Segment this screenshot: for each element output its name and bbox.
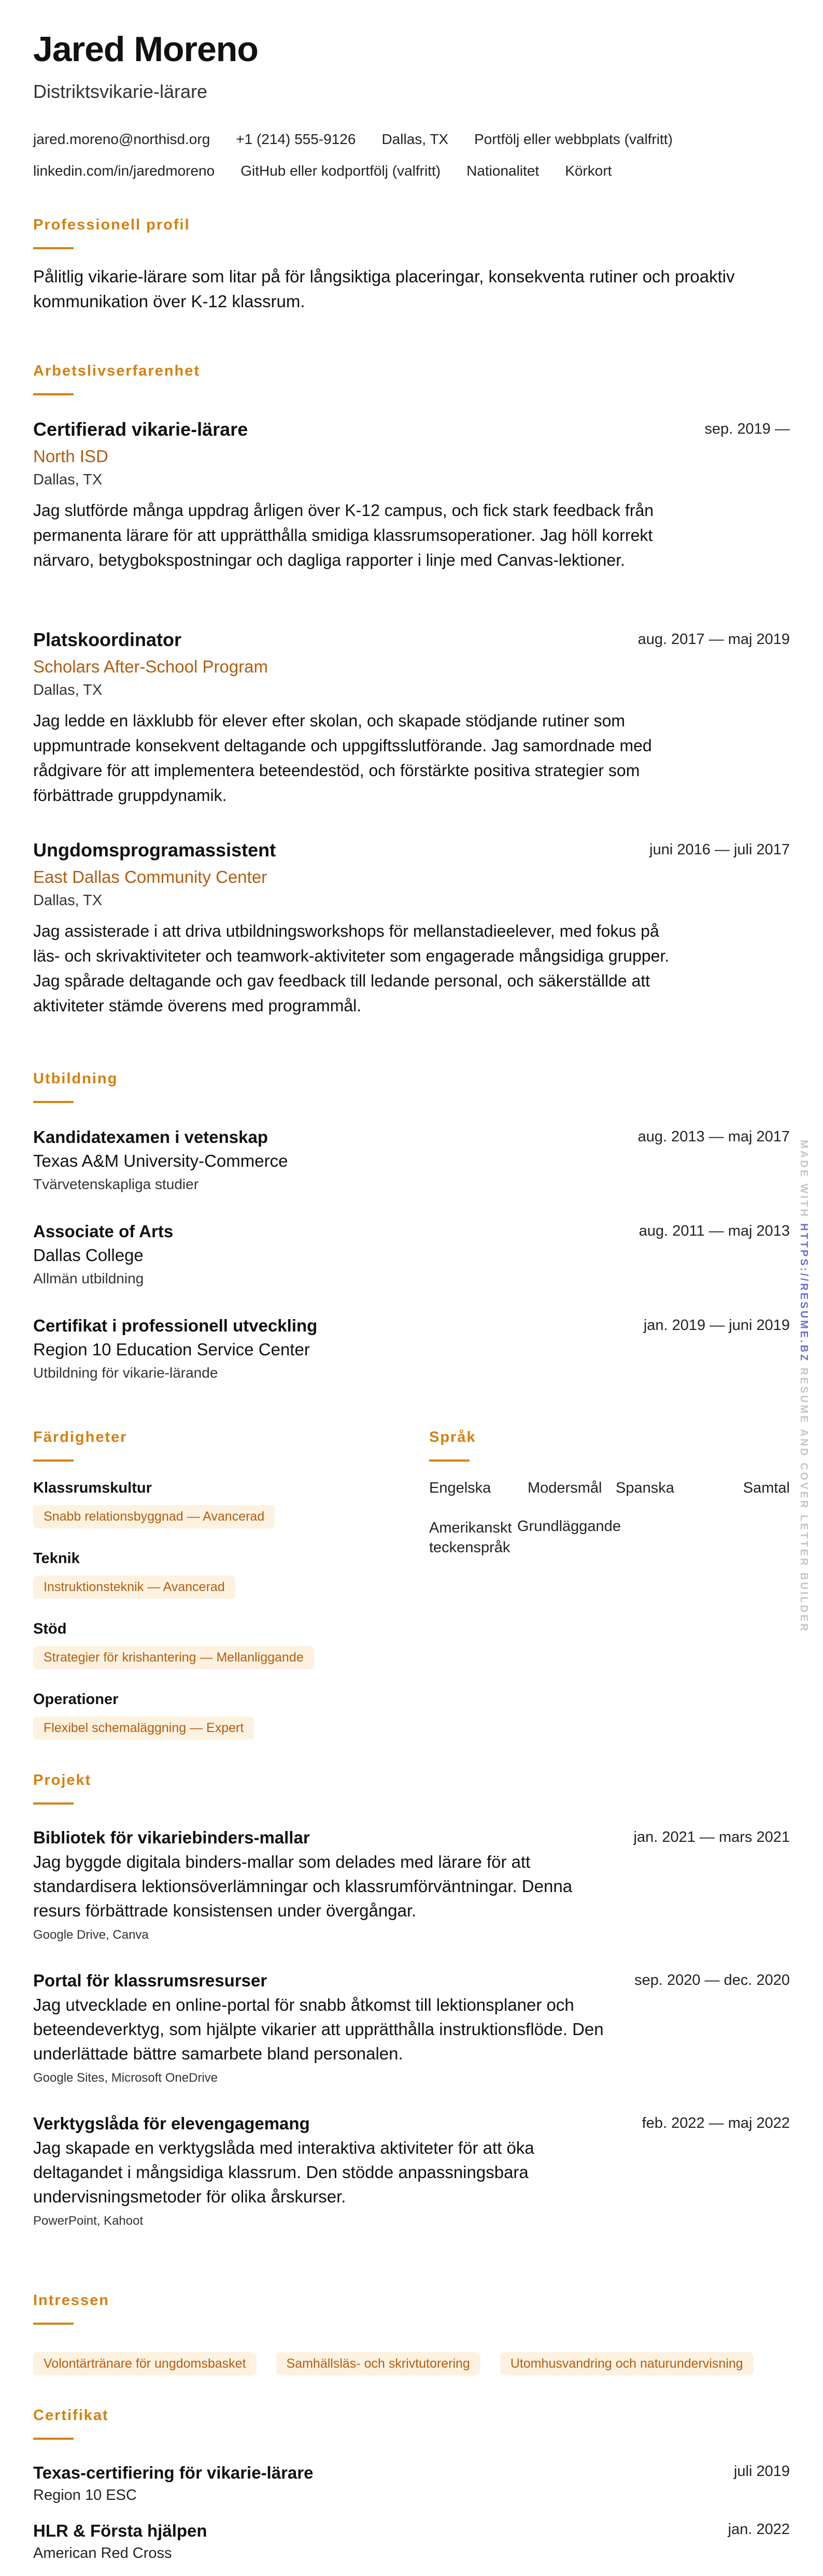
degree: Kandidatexamen i vetenskap (33, 1127, 268, 1147)
experience-entry (33, 419, 790, 573)
job-organization: North ISD (33, 447, 108, 466)
skill-group (33, 1550, 396, 1599)
certificate-title: Texas-certifiering för vikarie-lärare (33, 2463, 314, 2482)
project-tools: Google Drive, Canva (33, 1928, 149, 1942)
interest-badge: Utomhusvandring och naturundervisning (500, 2352, 754, 2375)
job-location: Dallas, TX (33, 892, 103, 909)
resume-builder-watermark (798, 1140, 810, 1633)
section-divider (33, 1101, 74, 1103)
section-divider (33, 2323, 74, 2325)
degree: Certifikat i professionell utveckling (33, 1316, 318, 1335)
watermark-prefix: MADE WITH (798, 1140, 810, 1219)
section-divider (33, 393, 74, 395)
section-divider (33, 1802, 74, 1805)
job-title: Certifierad vikarie-lärare (33, 419, 248, 440)
contact-nationality: Nationalitet (466, 163, 540, 179)
education-date: aug. 2013 — maj 2017 (637, 1128, 790, 1145)
language-level: Samtal (743, 1480, 790, 1496)
contact-license: Körkort (565, 163, 612, 179)
section-heading-education (33, 1070, 118, 1103)
section-heading-skills (33, 1429, 127, 1462)
school: Texas A&M University-Commerce (33, 1151, 288, 1170)
skill-badge: Snabb relationsbyggnad — Avancerad (33, 1505, 275, 1528)
project-title: Verktygslåda för elevengagemang (33, 2114, 310, 2133)
job-title: Platskoordinator (33, 629, 182, 650)
skill-group-name: Teknik (33, 1550, 80, 1567)
skill-group (33, 1691, 396, 1740)
skill-badge: Flexibel schemaläggning — Expert (33, 1716, 254, 1740)
section-heading-certificates (33, 2407, 109, 2440)
project-description: Jag byggde digitala binders-mallar som delades med lärare för att standardisera lektionsöverlämningar och klassrumförväntningar. Denna resurs förbättrade konsistensen under övergångar. (33, 1852, 573, 1920)
section-heading-text: Intressen (33, 2292, 109, 2309)
contact-phone[interactable]: +1 (214) 555-9126 (236, 131, 356, 147)
section-heading-text: Utbildning (33, 1070, 118, 1087)
interest-badge: Volontärtränare för ungdomsbasket (33, 2352, 257, 2375)
project-title: Bibliotek för vikariebinders-mallar (33, 1828, 310, 1847)
project-tools: Google Sites, Microsoft OneDrive (33, 2071, 218, 2085)
contact-email[interactable]: jared.moreno@northisd.org (33, 131, 210, 147)
school: Region 10 Education Service Center (33, 1340, 310, 1359)
project-date: feb. 2022 — maj 2022 (642, 2115, 790, 2131)
job-title: Ungdomsprogramassistent (33, 839, 276, 861)
contact-location: Dallas, TX (381, 131, 449, 147)
section-divider (429, 1459, 470, 1462)
education-entry (33, 1222, 790, 1287)
section-heading-text: Certifikat (33, 2407, 109, 2424)
certificate-date: juli 2019 (733, 2463, 790, 2480)
project-entry (33, 1828, 790, 1942)
project-date: jan. 2021 — mars 2021 (633, 1829, 790, 1845)
candidate-title: Distriktsvikarie-lärare (33, 81, 208, 102)
job-organization: Scholars After-School Program (33, 657, 268, 676)
candidate-name: Jared Moreno (33, 30, 258, 69)
education-date: jan. 2019 — juni 2019 (643, 1317, 790, 1334)
skill-group-name: Klassrumskultur (33, 1480, 152, 1496)
project-title: Portal för klassrumsresurser (33, 1971, 267, 1990)
contact-portfolio[interactable]: Portfölj eller webbplats (valfritt) (474, 131, 673, 147)
section-heading-text: Språk (429, 1429, 476, 1446)
language-name: Spanska (616, 1480, 674, 1496)
education-date: aug. 2011 — maj 2013 (638, 1223, 790, 1239)
language-level: Grundläggande (517, 1518, 621, 1535)
job-date: juni 2016 — juli 2017 (649, 841, 790, 858)
job-description: Jag slutförde många uppdrag årligen över K-12 campus, och fick stark feedback från permanenta lärare för att upprätthålla smidiga klassrumsoperationer. Jag höll korrekt närvaro, betygbokspostningar och dagliga rapporter i linje med Canvas-lektioner. (33, 501, 654, 569)
project-entry (33, 2114, 790, 2228)
section-heading-profile (33, 217, 190, 249)
section-heading-text: Färdigheter (33, 1429, 127, 1446)
skill-badge: Instruktionsteknik — Avancerad (33, 1576, 235, 1599)
job-organization: East Dallas Community Center (33, 867, 267, 886)
experience-entry (33, 629, 790, 808)
project-description: Jag skapade en verktygslåda med interaktiva aktiviteter för att öka deltagandet i mångsidiga klassrum. Den stödde anpassningsbara undervisningsmetoder för olika årskurser. (33, 2138, 534, 2206)
job-location: Dallas, TX (33, 682, 103, 698)
section-divider (33, 247, 74, 249)
certificate-title: HLR & Första hjälpen (33, 2521, 207, 2540)
section-heading-interests (33, 2292, 109, 2325)
contact-list (33, 123, 790, 187)
watermark-link[interactable]: HTTPS://RESUME.BZ (798, 1223, 810, 1363)
skill-group-name: Operationer (33, 1691, 119, 1708)
education-entry (33, 1127, 790, 1193)
project-entry (33, 1971, 790, 2085)
section-heading-projects (33, 1772, 91, 1805)
certificate-issuer: American Red Cross (33, 2545, 172, 2561)
certificate-entry (33, 2521, 790, 2562)
job-description: Jag assisterade i att driva utbildningsworkshops för mellanstadieelever, med fokus på läs- och skrivaktiviteter och teamwork-aktiviteter som engagerade mångsidiga grupper. Jag spårade deltagande och gav feedback till ledande personal, och säkerställde att aktiviteter stämde överens med programmål. (33, 922, 670, 1015)
certificate-entry (33, 2463, 790, 2504)
skill-group-name: Stöd (33, 1621, 67, 1637)
job-description: Jag ledde en läxklubb för elever efter skolan, och skapade stödjande rutiner som uppmuntrade konsekvent deltagande och uppgiftsslutförande. Jag samordnade med rådgivare för att implementera beteendestöd, och förstärkte positiva strategier som förbättrade gruppdynamik. (33, 711, 652, 805)
certificate-issuer: Region 10 ESC (33, 2487, 137, 2503)
section-heading-text: Professionell profil (33, 217, 190, 233)
field-of-study: Utbildning för vikarie-lärande (33, 1365, 218, 1381)
job-location: Dallas, TX (33, 471, 103, 488)
school: Dallas College (33, 1246, 144, 1265)
skill-group (33, 1621, 396, 1669)
certificate-date: jan. 2022 (728, 2521, 790, 2538)
section-divider (33, 1459, 74, 1462)
profile-summary: Pålitlig vikarie-lärare som litar på för långsiktiga placeringar, konsekventa rutiner och proaktiv kommunikation över K-12 klassrum. (33, 267, 735, 311)
project-tools: PowerPoint, Kahoot (33, 2214, 144, 2228)
field-of-study: Tvärvetenskapliga studier (33, 1176, 199, 1192)
section-divider (33, 2438, 74, 2440)
section-heading-languages (429, 1429, 476, 1462)
field-of-study: Allmän utbildning (33, 1270, 144, 1286)
section-heading-text: Projekt (33, 1772, 92, 1788)
job-date: sep. 2019 — (704, 421, 790, 437)
contact-linkedin[interactable]: linkedin.com/in/jaredmoreno (33, 163, 215, 179)
interest-list (33, 2352, 790, 2375)
skill-group (33, 1480, 396, 1528)
skill-badge: Strategier för krishantering — Mellanliggande (33, 1646, 314, 1669)
project-description: Jag utvecklade en online-portal för snabb åtkomst till lektionsplaner och beteendeverktyg, som hjälpte vikarier att upprätthålla instruktionsflöde. Den underlättade bättre samarbete bland personalen. (33, 1995, 604, 2063)
section-heading-experience (33, 363, 200, 395)
degree: Associate of Arts (33, 1222, 174, 1241)
experience-entry (33, 839, 790, 1018)
contact-github[interactable]: GitHub eller kodportfölj (valfritt) (240, 163, 441, 179)
education-entry (33, 1316, 790, 1381)
language-level: Modersmål (528, 1480, 602, 1496)
project-date: sep. 2020 — dec. 2020 (634, 1972, 790, 1988)
job-date: aug. 2017 — maj 2019 (637, 631, 790, 648)
watermark-suffix: RESUME AND COVER LETTER BUILDER (798, 1367, 810, 1633)
language-name: Engelska (429, 1480, 491, 1496)
section-heading-text: Arbetslivserfarenhet (33, 363, 201, 379)
interest-badge: Samhällsläs- och skrivtutorering (276, 2352, 480, 2375)
language-name: Amerikanskt teckenspråk (429, 1520, 512, 1556)
